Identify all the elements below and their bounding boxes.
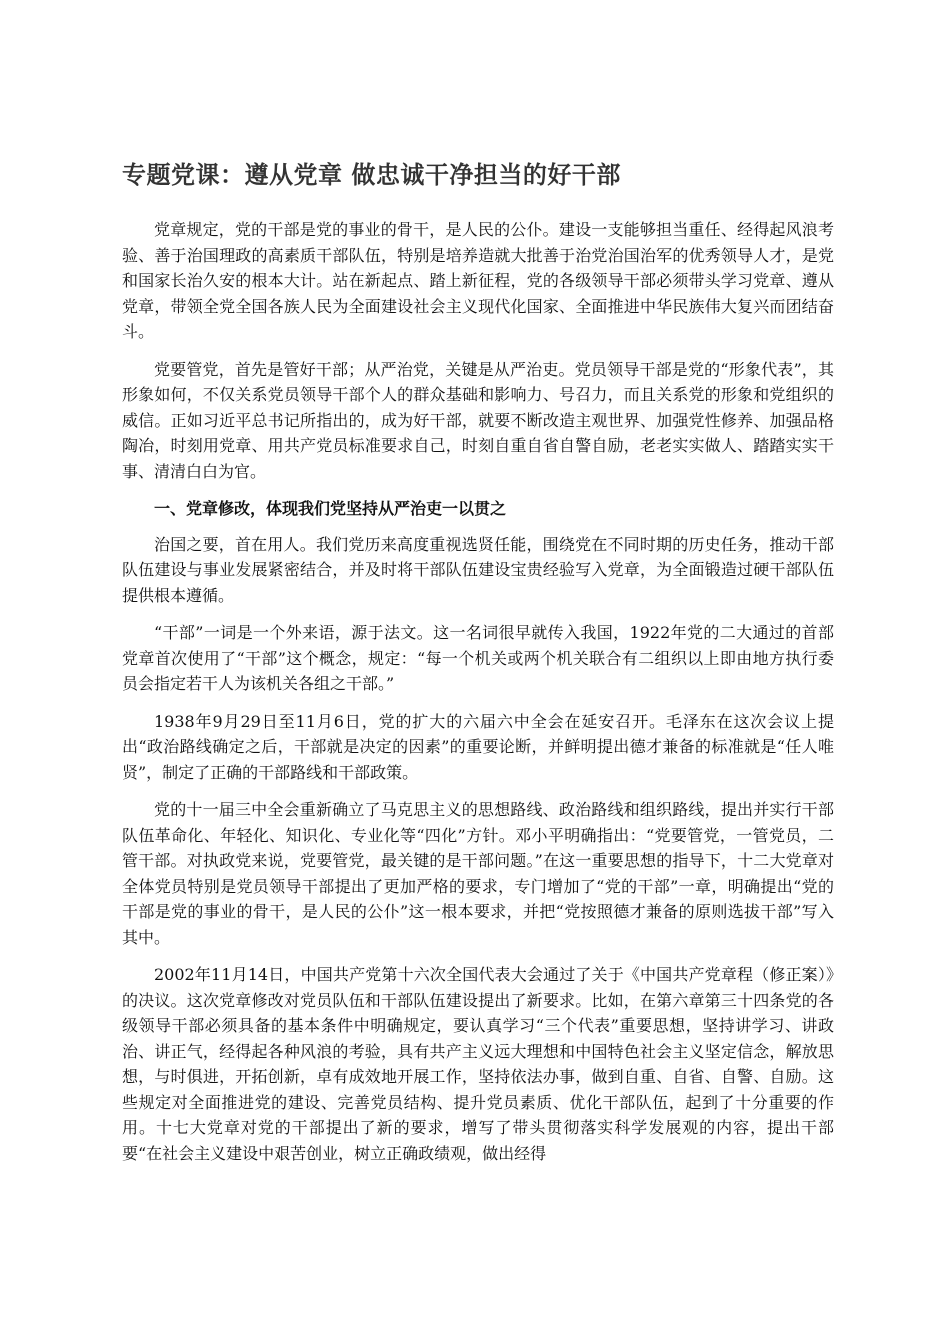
paragraph-term-origin: “干部”一词是一个外来语，源于法文。这一名词很早就传入我国，1922年党的二大通过的首部党章首次使用了“干部”这个概念，规定：“每一个机关或两个机关联合有二组织以上即由地方执行委员会指定若干人为该机关各组之干部。”	[122, 623, 834, 693]
document-body	[122, 155, 834, 1178]
document-title: 专题党课：遵从党章 做忠诚干净担当的好干部	[122, 161, 621, 189]
paragraph-2002-congress: 2002年11月14日，中国共产党第十六次全国代表大会通过了关于《中国共产党章程（修正案）》的决议。这次党章修改对党员队伍和干部队伍建设提出了新要求。比如，在第六章第三十四条党的各级领导干部必须具备的基本条件中明确规定，要认真学习“三个代表”重要思想，坚持讲学习、讲政治、讲正气，经得起各种风浪的考验，具有共产主义远大理想和中国特色社会主义坚定信念，解放思想，与时俱进，开拓创新，卓有成效地开展工作，坚持依法办事，做到自重、自省、自警、自励。这些规定对全面推进党的建设、完善党员结构、提升党员素质、优化干部队伍，起到了十分重要的作用。十七大党章对党的干部提出了新的要求，增写了带头贯彻落实科学发展观的内容，提出干部要“在社会主义建设中艰苦创业，树立正确政绩观，做出经得	[122, 965, 834, 1163]
paragraph-cadre-management: 党要管党，首先是管好干部；从严治党，关键是从严治吏。党员领导干部是党的“形象代表”，其形象如何，不仅关系党员领导干部个人的群众基础和影响力、号召力，而且关系党的形象和党组织的威信。正如习近平总书记所指出的，成为好干部，就要不断改造主观世界、加强党性修养、加强品格陶冶，时刻用党章、用共产党员标准要求自己，时刻自重自省自警自励，老老实实做人、踏踏实实干事、清清白白为官。	[122, 359, 834, 481]
paragraph-intro: 党章规定，党的干部是党的事业的骨干，是人民的公仆。建设一支能够担当重任、经得起风浪考验、善于治国理政的高素质干部队伍，特别是培养造就大批善于治党治国治军的优秀领导人才，是党和国家长治久安的根本大计。站在新起点、踏上新征程，党的各级领导干部必须带头学习党章、遵从党章，带领全党全国各族人民为全面建设社会主义现代化国家、全面推进中华民族伟大复兴而团结奋斗。	[122, 220, 834, 341]
paragraph-third-plenum: 党的十一届三中全会重新确立了马克思主义的思想路线、政治路线和组织路线，提出并实行干部队伍革命化、年轻化、知识化、专业化等“四化”方针。邓小平明确指出：“党要管党，一管党员，二管干部。对执政党来说，党要管党，最关键的是干部问题。”在这一重要思想的指导下，十二大党章对全体党员特别是党员领导干部提出了更加严格的要求，专门增加了“党的干部”一章，明确提出“党的干部是党的事业的骨干，是人民的公仆”这一根本要求，并把“党按照德才兼备的原则选拔干部”写入其中。	[122, 800, 834, 947]
paragraph-1938-plenum: 1938年9月29日至11月6日，党的扩大的六届六中全会在延安召开。毛泽东在这次会议上提出“政治路线确定之后，干部就是决定的因素”的重要论断，并鲜明提出德才兼备的标准就是“任人唯贤”，制定了正确的干部路线和干部政策。	[122, 711, 834, 782]
paragraph-selecting-talent: 治国之要，首在用人。我们党历来高度重视选贤任能，围绕党在不同时期的历史任务，推动干部队伍建设与事业发展紧密结合，并及时将干部队伍建设宝贵经验写入党章，为全面锻造过硬干部队伍提供根本遵循。	[122, 534, 834, 605]
section-heading-1: 一、党章修改，体现我们党坚持从严治吏一以贯之	[154, 499, 507, 518]
